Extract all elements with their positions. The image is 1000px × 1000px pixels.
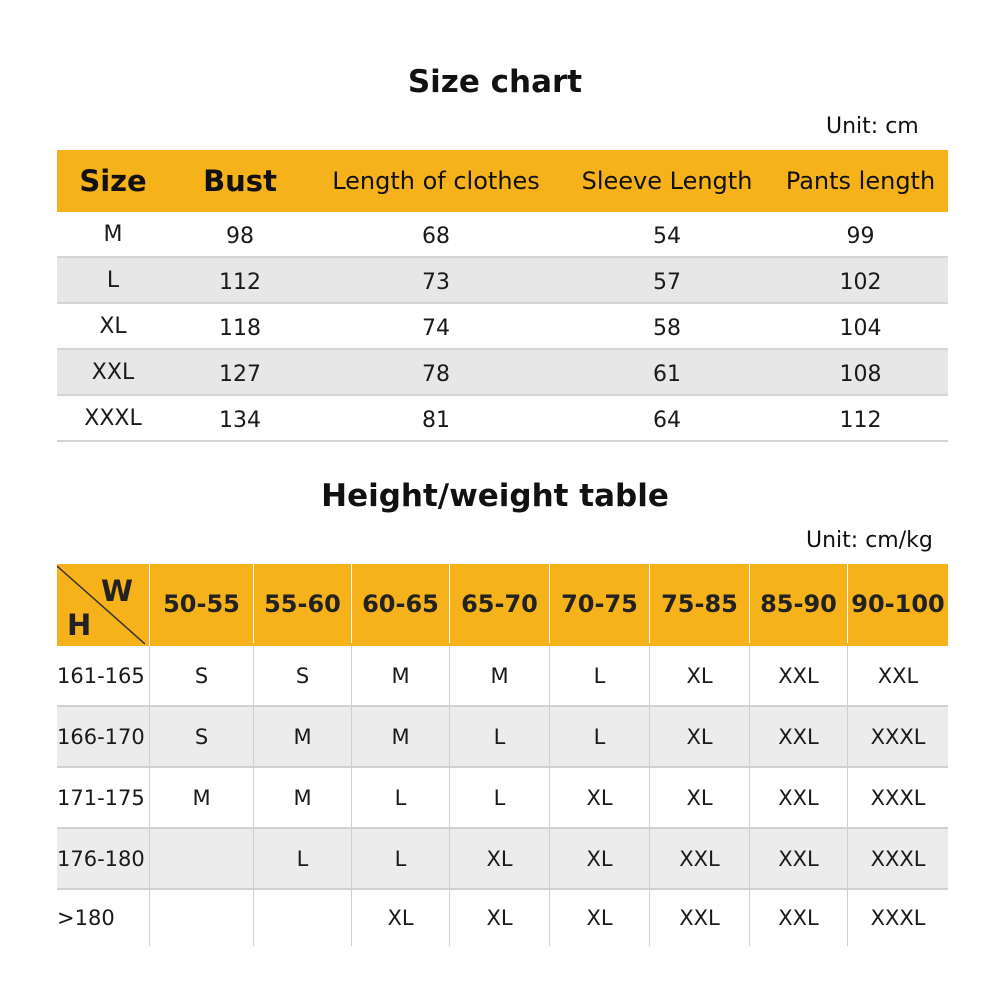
table-row bbox=[57, 890, 948, 946]
size-cell: M bbox=[150, 768, 254, 827]
sleeve-cell: 57 bbox=[653, 269, 681, 295]
length-cell: 78 bbox=[422, 361, 450, 387]
height-cell: 161-165 bbox=[57, 646, 150, 705]
size-cell: XL bbox=[99, 313, 127, 339]
sleeve-cell: 64 bbox=[653, 407, 681, 433]
size-cell: S bbox=[150, 646, 254, 705]
height-cell: 166-170 bbox=[57, 707, 150, 766]
size-chart-header-row bbox=[57, 150, 948, 212]
size-cell: L bbox=[352, 768, 450, 827]
table-row bbox=[57, 707, 948, 768]
table-row bbox=[57, 829, 948, 890]
size-cell bbox=[254, 890, 352, 946]
height-weight-table bbox=[57, 564, 948, 946]
size-cell: XXXL bbox=[84, 405, 142, 431]
height-weight-unit: Unit: cm/kg bbox=[806, 528, 933, 553]
size-cell: XL bbox=[550, 768, 650, 827]
size-cell: XXL bbox=[650, 890, 750, 946]
weight-header: 85-90 bbox=[750, 564, 848, 643]
size-cell bbox=[150, 890, 254, 946]
size-cell: XL bbox=[550, 890, 650, 946]
weight-header: 60-65 bbox=[352, 564, 450, 643]
bust-cell: 118 bbox=[219, 315, 261, 341]
header-sleeve-length: Sleeve Length bbox=[581, 167, 753, 195]
bust-cell: 127 bbox=[219, 361, 261, 387]
header-bust: Bust bbox=[203, 164, 277, 198]
table-row bbox=[57, 646, 948, 707]
sleeve-cell: 54 bbox=[653, 223, 681, 249]
height-cell: 171-175 bbox=[57, 768, 150, 827]
length-cell: 74 bbox=[422, 315, 450, 341]
size-cell: XL bbox=[450, 890, 550, 946]
size-cell: S bbox=[150, 707, 254, 766]
size-cell: M bbox=[103, 221, 123, 247]
size-cell: XL bbox=[650, 646, 750, 705]
length-cell: 73 bbox=[422, 269, 450, 295]
size-cell: L bbox=[352, 829, 450, 888]
header-size: Size bbox=[79, 164, 147, 198]
length-cell: 68 bbox=[422, 223, 450, 249]
size-cell: XXL bbox=[750, 707, 848, 766]
size-cell: XXL bbox=[650, 829, 750, 888]
height-weight-title: Height/weight table bbox=[321, 478, 669, 514]
size-cell: XXXL bbox=[870, 785, 926, 810]
size-cell: L bbox=[550, 707, 650, 766]
size-cell: XXXL bbox=[870, 846, 926, 871]
size-cell: XL bbox=[650, 768, 750, 827]
size-cell: M bbox=[450, 646, 550, 705]
size-cell: L bbox=[450, 768, 550, 827]
size-cell: XXL bbox=[877, 663, 919, 688]
size-chart-unit: Unit: cm bbox=[826, 114, 919, 139]
weight-header: 70-75 bbox=[550, 564, 650, 643]
height-weight-header-row bbox=[57, 564, 948, 646]
table-row bbox=[57, 258, 948, 304]
pants-cell: 112 bbox=[839, 407, 882, 433]
length-cell: 81 bbox=[422, 407, 450, 433]
weight-header: 50-55 bbox=[150, 564, 254, 643]
size-cell: XXL bbox=[750, 768, 848, 827]
size-cell: XL bbox=[550, 829, 650, 888]
header-pants-length: Pants length bbox=[785, 167, 936, 195]
size-cell: XL bbox=[650, 707, 750, 766]
size-cell: L bbox=[106, 267, 120, 293]
size-chart-table bbox=[57, 150, 948, 442]
table-row bbox=[57, 396, 948, 442]
size-cell: S bbox=[254, 646, 352, 705]
corner-height-label: H bbox=[67, 608, 92, 642]
pants-cell: 102 bbox=[839, 269, 882, 295]
height-cell: >180 bbox=[57, 890, 150, 946]
sleeve-cell: 61 bbox=[653, 361, 681, 387]
size-cell: XXL bbox=[750, 829, 848, 888]
bust-cell: 112 bbox=[219, 269, 261, 295]
weight-header: 65-70 bbox=[450, 564, 550, 643]
pants-cell: 104 bbox=[839, 315, 882, 341]
sleeve-cell: 58 bbox=[653, 315, 681, 341]
weight-header: 75-85 bbox=[650, 564, 750, 643]
bust-cell: 98 bbox=[226, 223, 254, 249]
corner-cell bbox=[57, 564, 150, 646]
size-cell: XXL bbox=[750, 890, 848, 946]
weight-header: 90-100 bbox=[851, 589, 945, 618]
size-cell: M bbox=[352, 646, 450, 705]
size-chart-title: Size chart bbox=[407, 64, 583, 100]
size-cell: L bbox=[450, 707, 550, 766]
size-cell: XXXL bbox=[870, 724, 926, 749]
table-row bbox=[57, 350, 948, 396]
size-cell: XXXL bbox=[870, 906, 926, 930]
header-length-of-clothes: Length of clothes bbox=[332, 167, 540, 195]
size-cell: XXL bbox=[91, 359, 135, 385]
size-cell: M bbox=[352, 707, 450, 766]
size-cell: XL bbox=[450, 829, 550, 888]
bust-cell: 134 bbox=[219, 407, 261, 433]
table-row bbox=[57, 304, 948, 350]
size-cell: XXL bbox=[750, 646, 848, 705]
table-row bbox=[57, 212, 948, 258]
table-row bbox=[57, 768, 948, 829]
size-cell bbox=[150, 829, 254, 888]
corner-weight-label: W bbox=[101, 574, 133, 608]
size-cell: L bbox=[550, 646, 650, 705]
size-cell: M bbox=[254, 707, 352, 766]
pants-cell: 99 bbox=[846, 223, 875, 249]
size-cell: M bbox=[254, 768, 352, 827]
weight-header: 55-60 bbox=[254, 564, 352, 643]
size-cell: L bbox=[254, 829, 352, 888]
pants-cell: 108 bbox=[839, 361, 882, 387]
height-cell: 176-180 bbox=[57, 829, 150, 888]
size-cell: XL bbox=[352, 890, 450, 946]
